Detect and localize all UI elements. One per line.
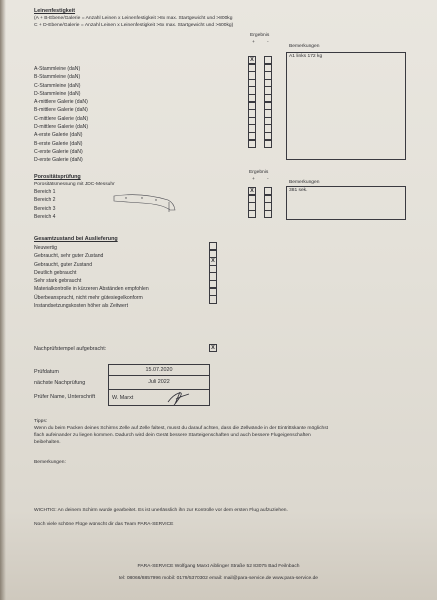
stempel-label: Nachprüfstempel aufgebracht:	[34, 346, 107, 352]
porositaet-minus-label: -	[267, 177, 269, 182]
leinen-minus-column	[264, 56, 272, 148]
porositaet-bemerkungen-box[interactable]	[286, 186, 406, 220]
porositaet-row-label: Bereich 2	[34, 197, 56, 204]
leinen-row-label: B-mittlere Galerie (daN)	[34, 107, 88, 114]
tipps-text-2: flach aufeinander zu liegen kommen. Dadurch wird dein Gerät bessere Starteigenschaften und auch bessere Flugeigenschaften	[34, 433, 311, 438]
gesamtzustand-row-label: Materialkontrolle in kürzeren Abständen empfohlen	[34, 286, 149, 293]
porositaet-minus-column	[264, 187, 272, 218]
tipps-title: Tipps:	[34, 419, 48, 424]
porositaet-row-label: Bereich 1	[34, 189, 56, 195]
leinen-row-label: A-mittlere Galerie (daN)	[34, 99, 88, 106]
leinen-row-label: D-mittlere Galerie (daN)	[34, 124, 89, 131]
page-edge-shadow	[0, 0, 6, 600]
porositaet-title: Porositätsprüfung	[34, 174, 81, 180]
leinen-plus-checkbox[interactable]: X	[248, 56, 256, 64]
leinen-ergebnis-label: Ergebnis	[250, 33, 270, 38]
tipps-text-1: Wenn du beim Packen deines Schirms Zelle auf Zelle faltest, musst du darauf achten, dass die Zellwände in der Eintrittskante möglichst	[34, 426, 329, 431]
porositaet-plus-label: +	[252, 177, 255, 182]
gesamtzustand-row-label: Sehr stark gebraucht	[34, 278, 82, 285]
gesamtzustand-checkbox[interactable]: X	[209, 257, 217, 265]
tipps-text-3: beibehalten.	[34, 440, 61, 445]
leinen-row-label: B-Stammleine (daN)	[34, 74, 81, 81]
leinen-plus-label: +	[252, 40, 255, 45]
leinen-row-label: D-Stammleine (daN)	[34, 90, 81, 97]
leinen-row-label: C-erste Galerie (daN)	[34, 148, 83, 155]
gesamtzustand-row-labels	[34, 244, 149, 310]
porositaet-ergebnis-label: Ergebnis	[249, 170, 269, 175]
gesamtzustand-check-column	[209, 242, 217, 304]
porositaet-plus-checkbox[interactable]	[248, 210, 256, 218]
porositaet-minus-checkbox[interactable]	[264, 210, 272, 218]
signature-icon	[163, 389, 193, 406]
porositaet-plus-checkbox[interactable]: X	[248, 187, 256, 195]
leinen-minus-label: -	[267, 40, 269, 45]
naechste-pruefung-label: nächste Nachprüfung	[34, 380, 86, 386]
leinen-row-label: C-mittlere Galerie (daN)	[34, 115, 89, 122]
porositaet-subtitle: Porositätsmessung mit JDC-Messuhr	[34, 182, 115, 187]
gesamtzustand-row-label: Gebraucht, sehr guter Zustand	[34, 253, 104, 260]
gesamtzustand-row-label: Neuwertig	[34, 245, 57, 251]
leinen-row-label: B-erste Galerie (daN)	[34, 140, 83, 147]
leinen-title: Leinenfestigkeit	[34, 8, 76, 14]
pruefung-table	[108, 364, 210, 406]
wing-diagram-icon	[112, 190, 178, 216]
gesamtzustand-checkbox[interactable]	[209, 295, 217, 303]
leinen-row-label: D-erste Galerie (daN)	[34, 157, 83, 164]
gesamtzustand-row-label: Instandsetzungskosten höher als Zeitwert	[34, 303, 129, 310]
footer-address: PARA-SERVICE Wolfgang Marxt Aiblinger Straße 52 83075 Bad Feilnbach	[137, 564, 300, 569]
pruefer-name-value[interactable]: W. Marxt	[112, 395, 134, 401]
gesamtzustand-title: Gesamtzustand bei Auslieferung	[34, 236, 118, 242]
bemerkungen-label: Bemerkungen:	[34, 460, 66, 465]
gesamtzustand-row-label: Überbeansprucht, nicht mehr gütesiegelkonform	[34, 294, 143, 301]
porositaet-plus-column	[248, 187, 256, 218]
wichtig-text: WICHTIG: An deinem Schirm wurde gearbeitet. Es ist unerlässlich ihn zur Kontrolle vor dem ersten Flug aufzuziehen.	[34, 508, 288, 513]
porositaet-row-label: Bereich 3	[34, 205, 56, 212]
pruefdatum-label: Prüfdatum	[34, 369, 59, 375]
leinen-row-label: A-Stammleine (daN)	[34, 66, 81, 72]
porositaet-bemerkungen-label: Bemerkungen	[289, 180, 320, 185]
leinen-bemerkungen-box[interactable]	[286, 52, 406, 160]
leinen-row-label: A-erste Galerie (daN)	[34, 132, 83, 139]
leinen-bemerkungen-label: Bemerkungen	[289, 44, 320, 49]
gesamtzustand-row-label: Gebraucht, guter Zustand	[34, 261, 93, 268]
leinen-plus-column	[248, 56, 256, 148]
leinen-row-label: C-Stammleine (daN)	[34, 82, 81, 89]
leinen-plus-checkbox[interactable]	[248, 140, 256, 148]
leinen-rule-line2: C + D-Ebene/Galerie = Anzahl Leinen x Leinenfestigkeit >6x max. Startgewicht und >600kg)	[34, 23, 234, 28]
porositaet-bemerkung-text: 381 sek.	[289, 188, 308, 193]
stempel-checkbox[interactable]: X	[209, 344, 217, 352]
porositaet-row-labels	[34, 188, 56, 221]
gesamtzustand-row-label: Deutlich gebraucht	[34, 269, 77, 276]
porositaet-row-label: Bereich 4	[34, 213, 56, 220]
pruefdatum-value[interactable]: 15.07.2020	[145, 367, 173, 373]
leinen-row-labels	[34, 65, 88, 165]
leinen-minus-checkbox[interactable]	[264, 140, 272, 148]
naechste-pruefung-value[interactable]: Juli 2022	[148, 379, 170, 385]
leinen-rule-line1: (A + B-Ebene/Galerie = Anzahl Leinen x Leinenfestigkeit >8x max. Startgewicht und >800kg	[34, 16, 233, 21]
leinen-bemerkung-text: A1 links 172 kg	[289, 54, 323, 59]
pruefer-label: Prüfer Name, Unterschrift	[34, 394, 96, 400]
gruss-text: Noch viele schöne Flüge wünscht dir das Team PARA-SERVICE	[34, 522, 174, 527]
footer-contact: tel: 08066/8857996 mobil: 0179/5370302 email: mail@para-service.de www.para-service.de	[118, 576, 319, 581]
